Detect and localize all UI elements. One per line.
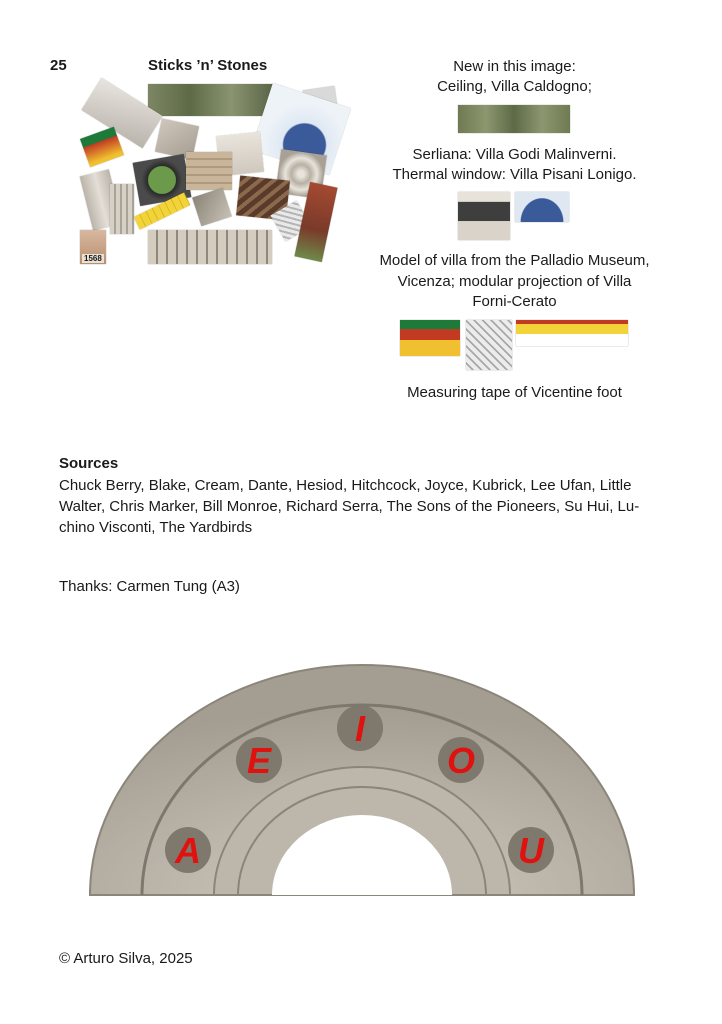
arch-letter-u: U [518, 830, 544, 871]
collage-ceiling-photo [148, 84, 273, 116]
tape-caption: Measuring tape of Vicentine foot [407, 384, 622, 401]
sources-heading: Sources [59, 455, 119, 472]
collage [78, 80, 348, 270]
new-in-image-heading: New in this image: [453, 58, 576, 75]
ceiling-caption: Ceiling, Villa Caldogno; [437, 78, 592, 95]
arch-letter-a: A [175, 830, 201, 871]
copyright: © Arturo Silva, 2025 [59, 950, 193, 967]
collage-pilaster-photo [110, 184, 134, 234]
model-caption-line3: Forni-Cerato [472, 293, 557, 310]
collage-wall-photo [186, 152, 232, 190]
tape-thumbnail [516, 320, 628, 346]
arch-letter-o: O [446, 740, 476, 781]
serliana-thumbnail [458, 192, 510, 240]
arch-image [88, 640, 636, 902]
collage-label: 1568 [84, 254, 102, 263]
sources-line: Chuck Berry, Blake, Cream, Dante, Hesiod, Hitchcock, Joyce, Kubrick, Lee Ufan, Little [59, 477, 632, 494]
model-caption-line1: Model of villa from the Palladio Museum, [379, 252, 650, 269]
ceiling-thumbnail [458, 105, 570, 133]
model-thumbnail [400, 320, 460, 356]
projection-thumbnail [466, 320, 512, 370]
page-number: 25 [50, 57, 67, 74]
thermal-window-thumbnail [515, 192, 569, 222]
collage-stone-photo [192, 188, 232, 226]
collage-balustrade-photo [148, 230, 272, 264]
sources-line: chino Visconti, The Yardbirds [59, 519, 253, 536]
page-title: Sticks ’n’ Stones [148, 57, 268, 74]
model-caption-line2: Vicenza; modular projection of Villa [397, 273, 632, 290]
sources-line: Walter, Chris Marker, Bill Monroe, Richard Serra, The Sons of the Pioneers, Su Hui, Lu- [59, 498, 640, 515]
serliana-caption: Serliana: Villa Godi Malinverni. [412, 146, 617, 163]
thermal-window-caption: Thermal window: Villa Pisani Lonigo. [392, 166, 637, 183]
arch-letter-i: I [354, 708, 366, 749]
thanks-line: Thanks: Carmen Tung (A3) [59, 578, 240, 595]
sources-list [59, 475, 669, 538]
arch-letter-e: E [246, 740, 272, 781]
